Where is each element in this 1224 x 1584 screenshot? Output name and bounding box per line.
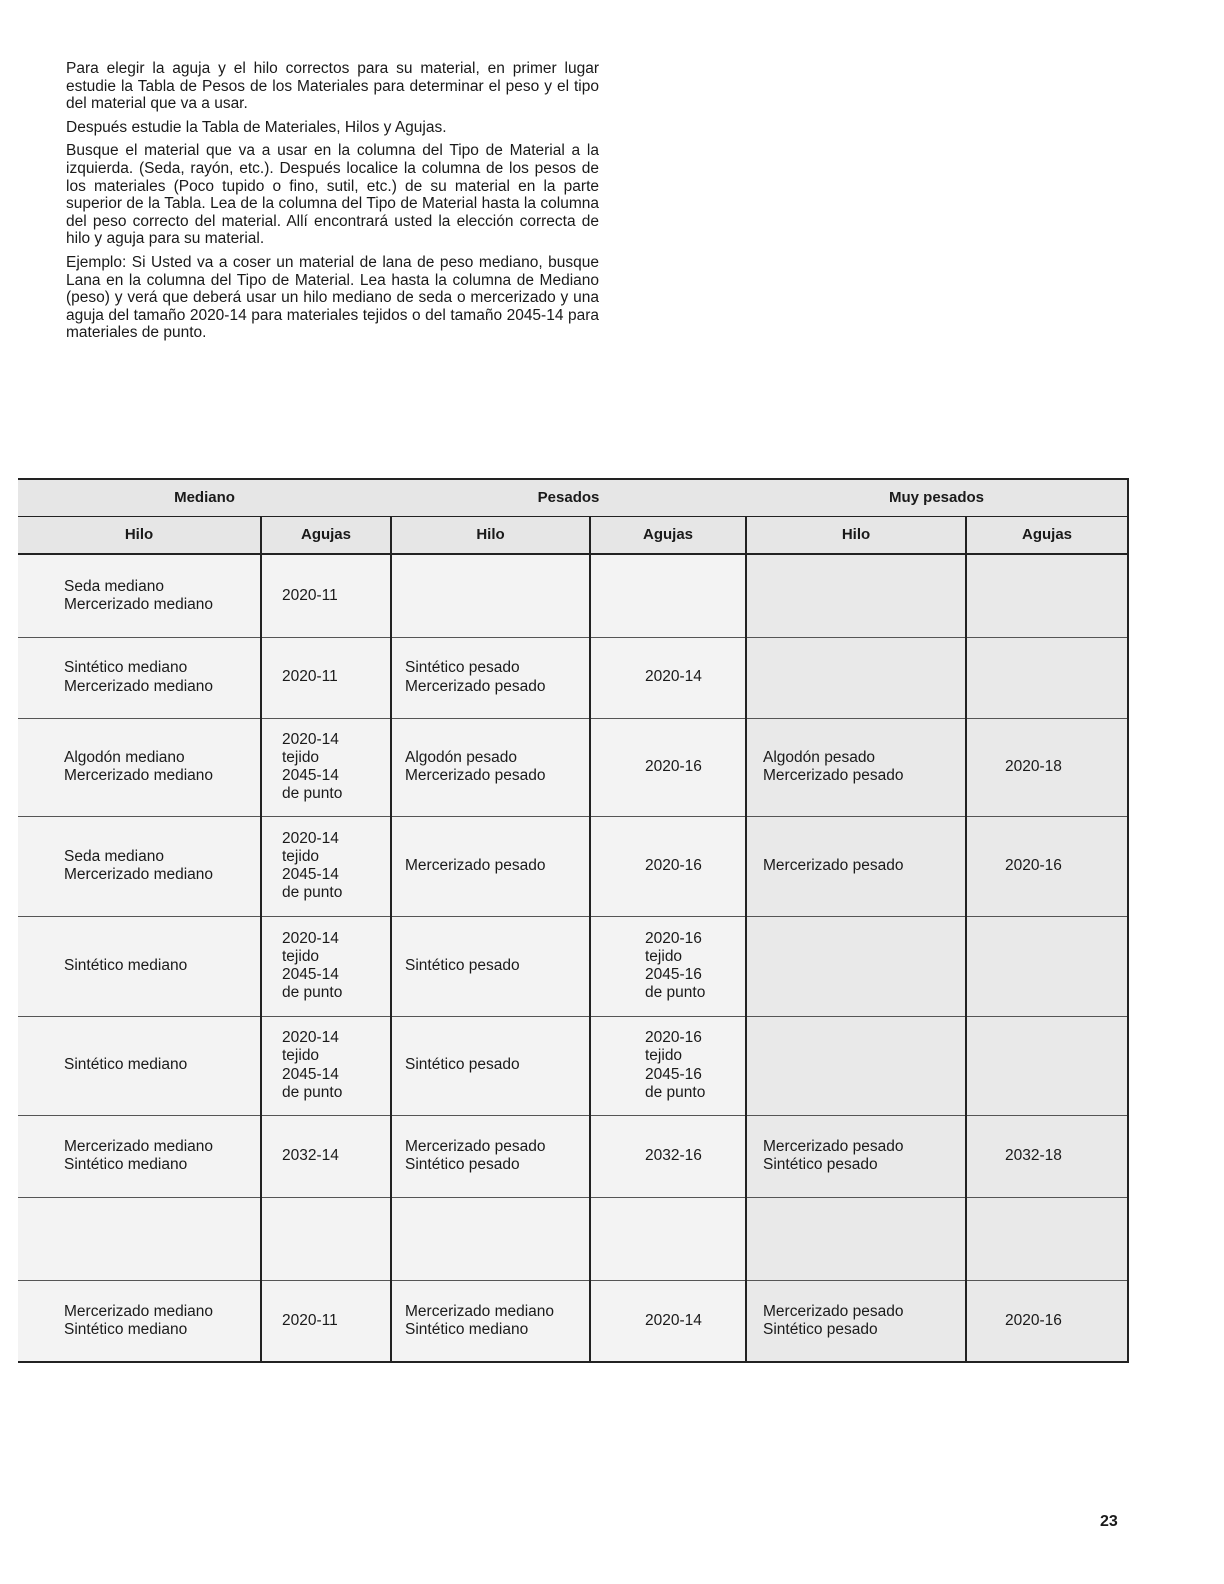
cell-pesados-hilo — [391, 916, 590, 1016]
table-row — [18, 816, 1128, 916]
group-header-mediano: Mediano — [18, 479, 391, 517]
cell-line: Sintético mediano — [405, 1320, 529, 1338]
cell-line: Sintético mediano — [64, 1156, 188, 1173]
cell-line: Sintético mediano — [64, 659, 188, 677]
cell-line: Mercerizado pesado — [763, 1137, 904, 1155]
cell-line: Mercerizado pesado — [405, 677, 546, 695]
cell-line: de punto — [282, 785, 343, 803]
cell-mediano-hilo — [18, 916, 261, 1016]
cell-pesados-hilo — [391, 1016, 590, 1115]
cell-pesados-agujas — [590, 637, 746, 718]
cell-line: de punto — [282, 1083, 343, 1101]
cell-pesados-agujas — [590, 718, 746, 816]
cell-mediano-agujas — [261, 1115, 391, 1197]
cell-line: 2020-14 — [282, 730, 339, 748]
page-number: 23 — [1100, 1513, 1118, 1530]
materials-table-container — [18, 478, 1128, 1362]
cell-line: Sintético pesado — [405, 1156, 520, 1173]
table-row — [18, 718, 1128, 816]
cell-line: Mercerizado mediano — [64, 866, 214, 883]
table-row — [18, 1016, 1128, 1115]
cell-line: Mercerizado mediano — [64, 595, 214, 613]
cell-line: 2032-14 — [282, 1146, 339, 1164]
cell-muy-agujas — [966, 1115, 1128, 1197]
cell-line: de punto — [282, 884, 343, 902]
cell-line: Algodón pesado — [405, 748, 518, 766]
cell-line: 2020-14 — [645, 668, 702, 686]
cell-mediano-agujas — [261, 554, 391, 637]
cell-line: Mercerizado pesado — [763, 856, 904, 874]
cell-line: 2032-16 — [645, 1146, 702, 1164]
cell-mediano-hilo — [18, 1197, 261, 1280]
cell-pesados-hilo — [391, 1197, 590, 1280]
cell-line: Sintético pesado — [763, 1156, 878, 1173]
cell-line: Sintético mediano — [64, 1320, 188, 1338]
cell-line: 2020-16 — [645, 1029, 702, 1047]
cell-line: Seda mediano — [64, 577, 164, 595]
cell-mediano-hilo — [18, 816, 261, 916]
cell-muy-agujas — [966, 816, 1128, 916]
intro-paragraph-1: Para elegir la aguja y el hilo correctos para su material, en primer lugar estudie la Tabla de Pesos de los Materiales para determinar el peso y el tipo del material que va a usar. — [66, 60, 599, 113]
cell-muy-agujas — [966, 1280, 1128, 1362]
cell-mediano-hilo — [18, 554, 261, 637]
intro-paragraph-2: Después estudie la Tabla de Materiales, Hilos y Agujas. — [66, 118, 447, 136]
cell-muy-hilo — [746, 554, 966, 637]
cell-pesados-hilo — [391, 1115, 590, 1197]
cell-pesados-agujas — [590, 1016, 746, 1115]
cell-muy-hilo — [746, 816, 966, 916]
cell-line: 2020-16 — [645, 929, 702, 947]
cell-muy-hilo — [746, 1197, 966, 1280]
cell-pesados-agujas — [590, 1197, 746, 1280]
cell-line: tejido — [645, 947, 683, 965]
intro-paragraph-3: Busque el material que va a usar en la columna del Tipo de Material a la izquierda. (Seda, rayón, etc.). Después localice la columna de los pesos de los materiales (Poco tupido o fino, sutil, etc.) de su material en la parte superior de la Tabla. Lea de la columna del Tipo de Material hasta la columna del peso correcto del material. Allí encontrará usted la elección correcta de hilo y aguja para su material. — [66, 142, 599, 248]
cell-mediano-agujas — [261, 1016, 391, 1115]
cell-line: 2020-14 — [282, 829, 339, 847]
cell-mediano-hilo — [18, 1280, 261, 1362]
cell-line: tejido — [282, 847, 320, 865]
cell-muy-agujas — [966, 1016, 1128, 1115]
cell-line: 2045-14 — [282, 866, 339, 883]
cell-mediano-agujas — [261, 816, 391, 916]
table-row — [18, 1197, 1128, 1280]
cell-line: Mercerizado mediano — [64, 677, 214, 695]
col-header-mediano-agujas: Agujas — [261, 517, 391, 555]
cell-mediano-agujas — [261, 916, 391, 1016]
cell-line: 2020-16 — [1005, 1311, 1062, 1329]
cell-line: Mercerizado pesado — [763, 767, 904, 784]
cell-pesados-agujas — [590, 916, 746, 1016]
cell-pesados-agujas — [590, 554, 746, 637]
cell-line: 2020-16 — [645, 856, 702, 874]
cell-line: Mercerizado pesado — [405, 856, 546, 874]
cell-mediano-agujas — [261, 718, 391, 816]
cell-pesados-hilo — [391, 1280, 590, 1362]
cell-mediano-hilo — [18, 718, 261, 816]
cell-mediano-hilo — [18, 1115, 261, 1197]
cell-line: 2032-18 — [1005, 1146, 1062, 1164]
cell-pesados-hilo — [391, 554, 590, 637]
cell-pesados-agujas — [590, 1280, 746, 1362]
cell-line: de punto — [282, 984, 343, 1002]
cell-mediano-hilo — [18, 1016, 261, 1115]
cell-line: Sintético pesado — [405, 659, 520, 677]
cell-pesados-agujas — [590, 816, 746, 916]
cell-muy-agujas — [966, 916, 1128, 1016]
table-row — [18, 1280, 1128, 1362]
cell-line: Algodón pesado — [763, 748, 876, 766]
cell-line: tejido — [282, 947, 320, 965]
cell-line: 2020-14 — [282, 1029, 339, 1047]
cell-line: de punto — [645, 984, 706, 1002]
cell-line: 2045-14 — [282, 966, 339, 983]
table-row — [18, 554, 1128, 637]
cell-line: Sintético mediano — [64, 1056, 188, 1074]
table-row — [18, 637, 1128, 718]
group-header-muy-pesados: Muy pesados — [746, 479, 1128, 517]
cell-line: Mercerizado mediano — [64, 1137, 214, 1155]
cell-muy-hilo — [746, 637, 966, 718]
col-header-mediano-hilo: Hilo — [18, 517, 261, 555]
cell-line: Sintético mediano — [64, 956, 188, 974]
cell-line: tejido — [282, 1047, 320, 1065]
cell-line: 2045-16 — [645, 1065, 702, 1083]
sub-header-row — [18, 517, 1128, 555]
cell-muy-agujas — [966, 637, 1128, 718]
intro-paragraph-4: Ejemplo: Si Usted va a coser un material de lana de peso mediano, busque Lana en la columna del Tipo de Material. Lea hasta la columna de Mediano (peso) y verá que deberá usar un hilo mediano de seda o mercerizado y una aguja del tamaño 2020-14 para materiales tejidos o del tamaño 2045-14 para materiales de punto. — [66, 253, 599, 342]
table-body — [18, 554, 1128, 1362]
cell-line: tejido — [282, 748, 320, 766]
cell-pesados-hilo — [391, 718, 590, 816]
cell-pesados-hilo — [391, 637, 590, 718]
cell-line: Mercerizado pesado — [405, 767, 546, 784]
cell-line: de punto — [645, 1083, 706, 1101]
cell-muy-agujas — [966, 718, 1128, 816]
cell-line: tejido — [645, 1047, 683, 1065]
cell-muy-hilo — [746, 1115, 966, 1197]
cell-mediano-agujas — [261, 637, 391, 718]
cell-line: 2020-11 — [282, 586, 338, 604]
cell-muy-hilo — [746, 916, 966, 1016]
cell-muy-agujas — [966, 554, 1128, 637]
cell-mediano-hilo — [18, 637, 261, 718]
materials-thread-needle-table — [18, 478, 1129, 1363]
cell-line: Mercerizado mediano — [64, 1302, 214, 1320]
cell-line: 2020-18 — [1005, 757, 1062, 775]
col-header-pesados-hilo: Hilo — [391, 517, 590, 555]
col-header-muy-agujas: Agujas — [966, 517, 1128, 555]
cell-mediano-agujas — [261, 1280, 391, 1362]
cell-pesados-hilo — [391, 816, 590, 916]
cell-line: Sintético pesado — [405, 1056, 520, 1074]
cell-mediano-agujas — [261, 1197, 391, 1280]
cell-line: 2045-14 — [282, 767, 339, 784]
cell-muy-agujas — [966, 1197, 1128, 1280]
table-row — [18, 916, 1128, 1016]
cell-line: 2020-16 — [1005, 856, 1062, 874]
intro-text — [66, 60, 599, 348]
cell-muy-hilo — [746, 718, 966, 816]
cell-line: Seda mediano — [64, 847, 164, 865]
cell-line: 2045-16 — [645, 966, 702, 983]
col-header-pesados-agujas: Agujas — [590, 517, 746, 555]
cell-pesados-agujas — [590, 1115, 746, 1197]
cell-line: 2020-14 — [645, 1311, 702, 1329]
cell-line: 2020-11 — [282, 668, 338, 686]
cell-line: Mercerizado pesado — [405, 1137, 546, 1155]
group-header-pesados: Pesados — [391, 479, 746, 517]
cell-line: 2020-16 — [645, 757, 702, 775]
col-header-muy-hilo: Hilo — [746, 517, 966, 555]
cell-line: Mercerizado mediano — [64, 767, 214, 784]
cell-muy-hilo — [746, 1016, 966, 1115]
cell-line: 2020-14 — [282, 929, 339, 947]
cell-line: Sintético pesado — [763, 1320, 878, 1338]
cell-line: 2020-11 — [282, 1311, 338, 1329]
cell-line: 2045-14 — [282, 1065, 339, 1083]
cell-line: Mercerizado pesado — [763, 1302, 904, 1320]
cell-line: Mercerizado mediano — [405, 1302, 555, 1320]
table-row — [18, 1115, 1128, 1197]
cell-line: Sintético pesado — [405, 956, 520, 974]
cell-line: Algodón mediano — [64, 748, 185, 766]
group-header-row — [18, 479, 1128, 517]
cell-muy-hilo — [746, 1280, 966, 1362]
